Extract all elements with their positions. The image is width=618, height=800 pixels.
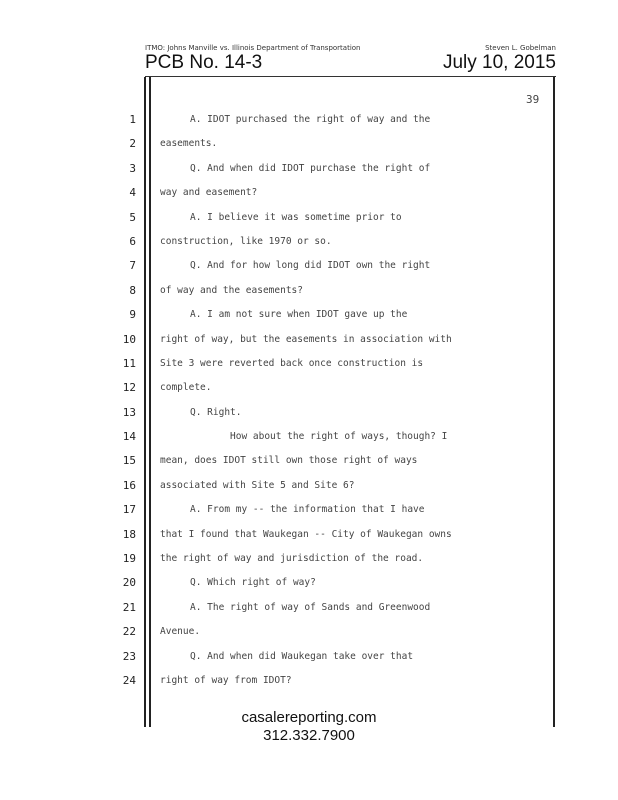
line-text: Q. Which right of way? bbox=[190, 577, 316, 589]
line-text: associated with Site 5 and Site 6? bbox=[160, 479, 355, 491]
line-text: construction, like 1970 or so. bbox=[160, 235, 332, 247]
line-text: A. I am not sure when IDOT gave up the bbox=[190, 309, 408, 321]
line-text: of way and the easements? bbox=[160, 284, 303, 296]
line-text: Q. And when did Waukegan take over that bbox=[190, 650, 414, 662]
line-text: that I found that Waukegan -- City of Waukegan owns bbox=[160, 528, 452, 540]
transcript-line bbox=[0, 353, 560, 377]
caption-left: ITMO: Johns Manville vs. Illinois Department of Transportation bbox=[145, 44, 361, 52]
line-text: How about the right of ways, though? I bbox=[230, 431, 448, 443]
line-text: Avenue. bbox=[160, 626, 201, 638]
line-text: A. From my -- the information that I have bbox=[190, 504, 425, 516]
transcript-line bbox=[0, 426, 560, 450]
line-text: Site 3 were reverted back once construction is bbox=[160, 357, 424, 369]
transcript-line bbox=[0, 402, 560, 426]
line-number: 2 bbox=[129, 137, 136, 151]
transcript-line bbox=[0, 182, 560, 206]
line-number: 15 bbox=[122, 454, 136, 468]
caption-right: Steven L. Gobelman bbox=[485, 44, 556, 52]
line-number: 6 bbox=[129, 234, 136, 248]
transcript-line bbox=[0, 255, 560, 279]
line-text: Q. And for how long did IDOT own the right bbox=[190, 260, 431, 272]
transcript-line bbox=[0, 280, 560, 304]
page-number: 39 bbox=[526, 93, 540, 106]
line-number: 13 bbox=[122, 405, 136, 419]
line-text: the right of way and jurisdiction of the road. bbox=[160, 553, 424, 565]
line-number: 21 bbox=[122, 600, 136, 614]
line-number: 11 bbox=[122, 356, 136, 370]
line-number: 9 bbox=[129, 308, 136, 322]
line-text: right of way from IDOT? bbox=[160, 674, 292, 686]
line-number: 3 bbox=[129, 161, 136, 175]
transcript-line bbox=[0, 377, 560, 401]
transcript-line bbox=[0, 158, 560, 182]
line-number: 24 bbox=[122, 673, 136, 687]
transcript-line bbox=[0, 670, 560, 694]
line-number: 8 bbox=[129, 283, 136, 297]
line-text: Q. And when did IDOT purchase the right of bbox=[190, 162, 431, 174]
transcript-line bbox=[0, 231, 560, 255]
transcript-line bbox=[0, 450, 560, 474]
transcript-line bbox=[0, 524, 560, 548]
line-text: easements. bbox=[160, 138, 218, 150]
line-number: 22 bbox=[122, 625, 136, 639]
header-rule bbox=[145, 76, 556, 77]
line-text: way and easement? bbox=[160, 187, 258, 199]
line-text: A. I believe it was sometime prior to bbox=[190, 211, 402, 223]
line-number: 18 bbox=[122, 527, 136, 541]
transcript-line bbox=[0, 475, 560, 499]
transcript-line bbox=[0, 207, 560, 231]
transcript-line bbox=[0, 499, 560, 523]
transcript-line bbox=[0, 621, 560, 645]
line-number: 16 bbox=[122, 478, 136, 492]
transcript-line bbox=[0, 597, 560, 621]
transcript-line bbox=[0, 109, 560, 133]
footer-website: casalereporting.com bbox=[241, 709, 377, 726]
line-number: 14 bbox=[122, 430, 136, 444]
line-number: 12 bbox=[122, 381, 136, 395]
transcript-line bbox=[0, 572, 560, 596]
line-text: right of way, but the easements in association with bbox=[160, 333, 452, 345]
line-number: 5 bbox=[129, 210, 136, 224]
case-number: PCB No. 14-3 bbox=[145, 52, 263, 73]
transcript-date: July 10, 2015 bbox=[442, 52, 556, 73]
line-number: 20 bbox=[122, 576, 136, 590]
line-number: 17 bbox=[122, 503, 136, 517]
transcript-line bbox=[0, 329, 560, 353]
transcript-line bbox=[0, 133, 560, 157]
line-text: A. IDOT purchased the right of way and the bbox=[190, 114, 431, 125]
transcript-lines bbox=[0, 109, 560, 694]
transcript-line bbox=[0, 646, 560, 670]
transcript-line bbox=[0, 548, 560, 572]
line-number: 23 bbox=[122, 649, 136, 663]
line-text: complete. bbox=[160, 382, 212, 394]
transcript-line bbox=[0, 304, 560, 328]
line-number: 7 bbox=[129, 259, 136, 273]
line-text: mean, does IDOT still own those right of ways bbox=[160, 455, 418, 467]
footer-phone: 312.332.7900 bbox=[263, 727, 355, 744]
line-number: 1 bbox=[129, 113, 136, 126]
line-number: 10 bbox=[122, 332, 136, 346]
line-text: A. The right of way of Sands and Greenwood bbox=[190, 601, 431, 613]
line-text: Q. Right. bbox=[190, 406, 242, 418]
line-number: 4 bbox=[129, 186, 136, 200]
line-number: 19 bbox=[122, 552, 136, 566]
